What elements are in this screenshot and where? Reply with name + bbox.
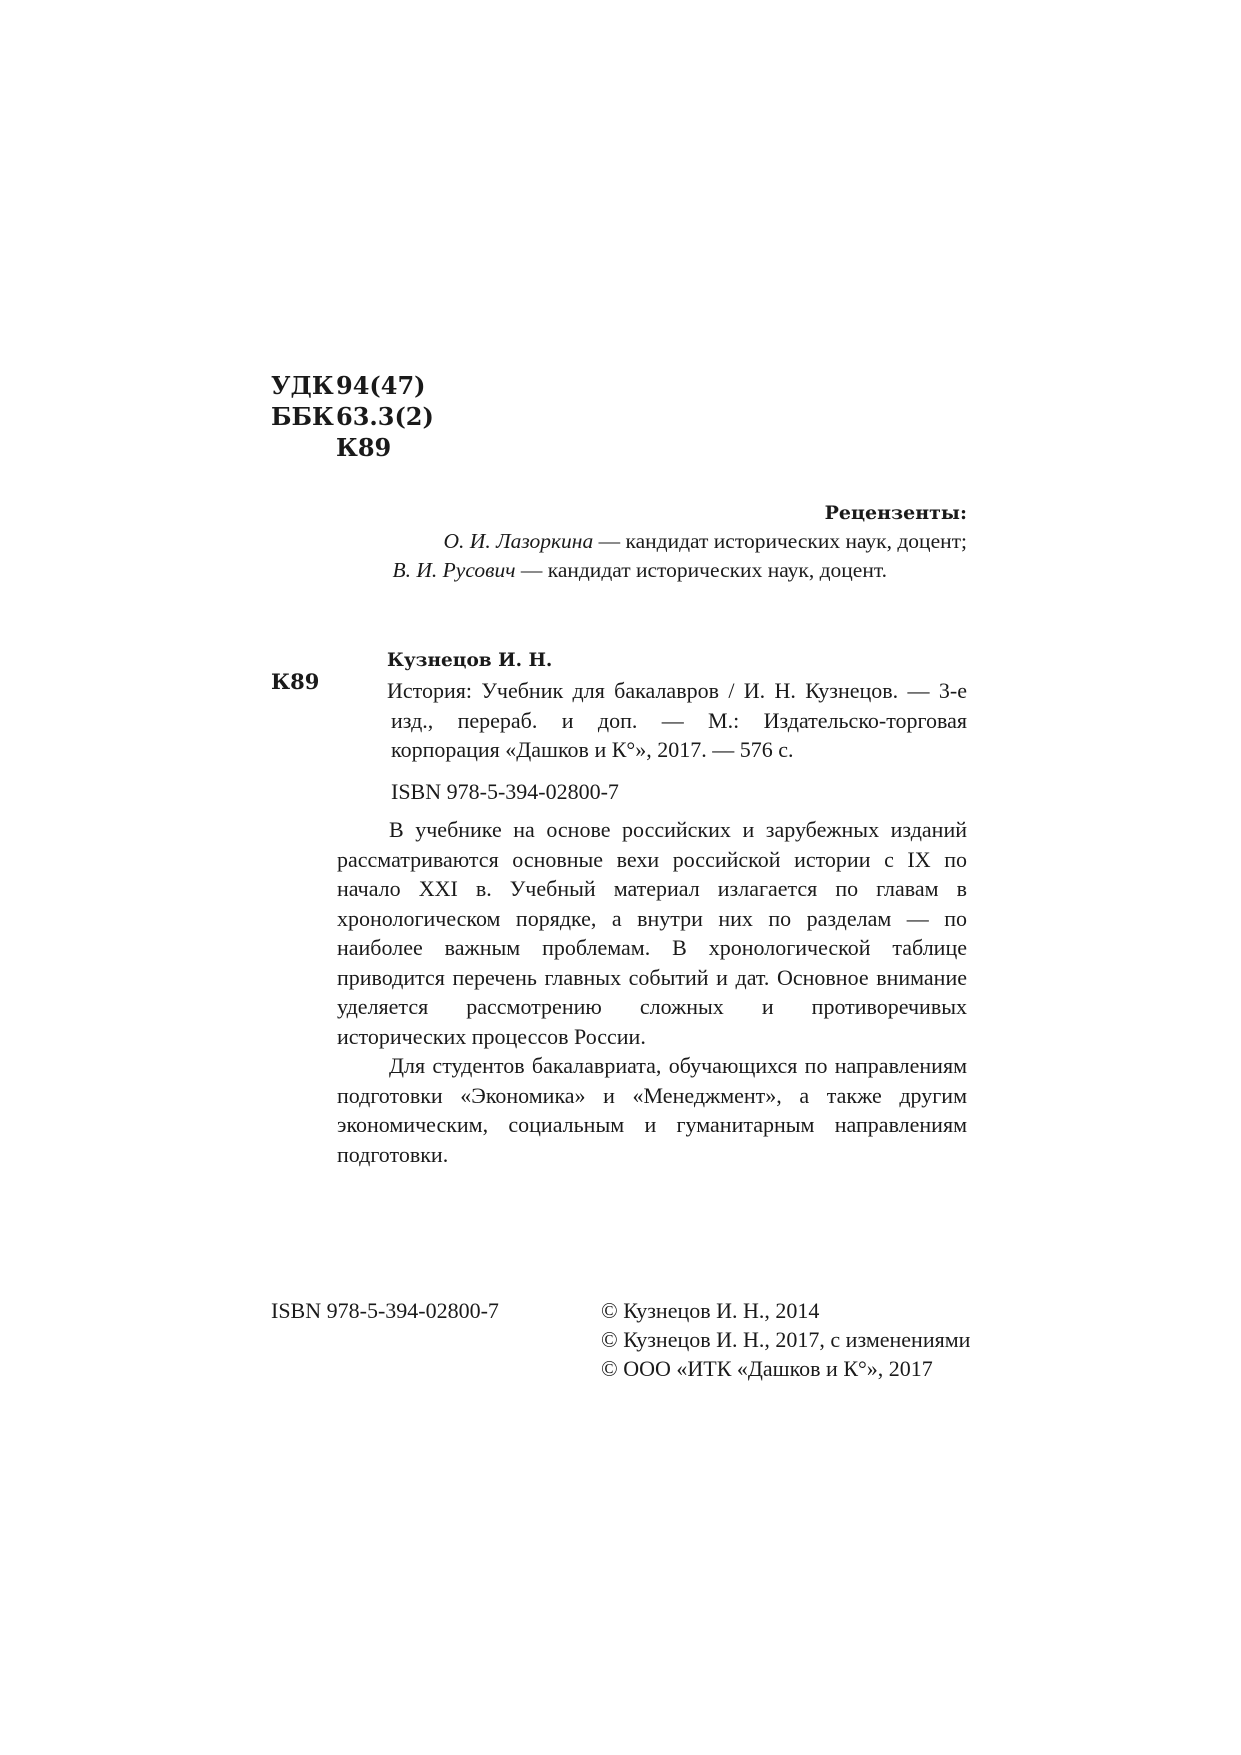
bbk-row <box>271 401 434 432</box>
udk-row <box>271 370 434 401</box>
copyright-line: © Кузнецов И. Н., 2014 <box>601 1298 820 1323</box>
book-reference: История: Учебник для бакалавров / И. Н. Кузнецов. — 3-е изд., перераб. и доп. — М.: Издательско-торговая корпорация «Дашков и К°», 2017. — 576 с. <box>387 678 967 762</box>
classification-block <box>271 370 434 463</box>
reviewers-block <box>271 500 967 585</box>
reviewer-line <box>271 527 967 556</box>
copyright-line: © ООО «ИТК «Дашков и К°», 2017 <box>601 1356 933 1381</box>
footer-isbn: ISBN 978-5-394-02800-7 <box>271 1298 499 1323</box>
annotation-paragraph: Для студентов бакалавриата, обучающихся по направлениям подготовки «Экономика» и «Менеджмент», а также другим экономическим, социальным и гуманитарным направлениям подготовки. <box>337 1053 967 1167</box>
bbk-value: 63.3(2) <box>336 402 434 431</box>
copyright-line: © Кузнецов И. Н., 2017, с изменениями <box>601 1327 971 1352</box>
side-author-mark: К89 <box>271 669 320 694</box>
reviewers-title: Рецензенты: <box>824 502 967 524</box>
author-mark-row <box>271 432 434 463</box>
reviewer-description: — кандидат исторических наук, доцент; <box>593 529 967 553</box>
annotation-block <box>337 815 967 1169</box>
udk-value: 94(47) <box>336 371 426 400</box>
reviewer-name: В. И. Русович <box>392 558 516 582</box>
udk-label: УДК <box>271 371 334 400</box>
author-mark: К89 <box>336 433 392 462</box>
annotation-paragraph: В учебнике на основе российских и зарубежных изданий рассматриваются основные вехи российской истории с IX по начало XXI в. Учебный материал излагается по главам в хронологическом порядке, а внутри них по разделам — по наиболее важным проблемам. В хронологической таблице приводится перечень главных событий и дат. Основное внимание уделяется рассмотрению сложных и противоречивых исторических процессов России. <box>337 817 967 1049</box>
bbk-label: ББК <box>271 402 334 431</box>
reviewer-line <box>271 556 967 585</box>
reviewer-name: О. И. Лазоркина <box>443 529 594 553</box>
bibliographic-entry <box>387 648 967 806</box>
book-isbn: ISBN 978-5-394-02800-7 <box>391 778 619 804</box>
book-author: Кузнецов И. Н. <box>387 650 553 671</box>
copyright-block <box>601 1296 970 1383</box>
reviewer-description: — кандидат исторических наук, доцент. <box>515 558 887 582</box>
